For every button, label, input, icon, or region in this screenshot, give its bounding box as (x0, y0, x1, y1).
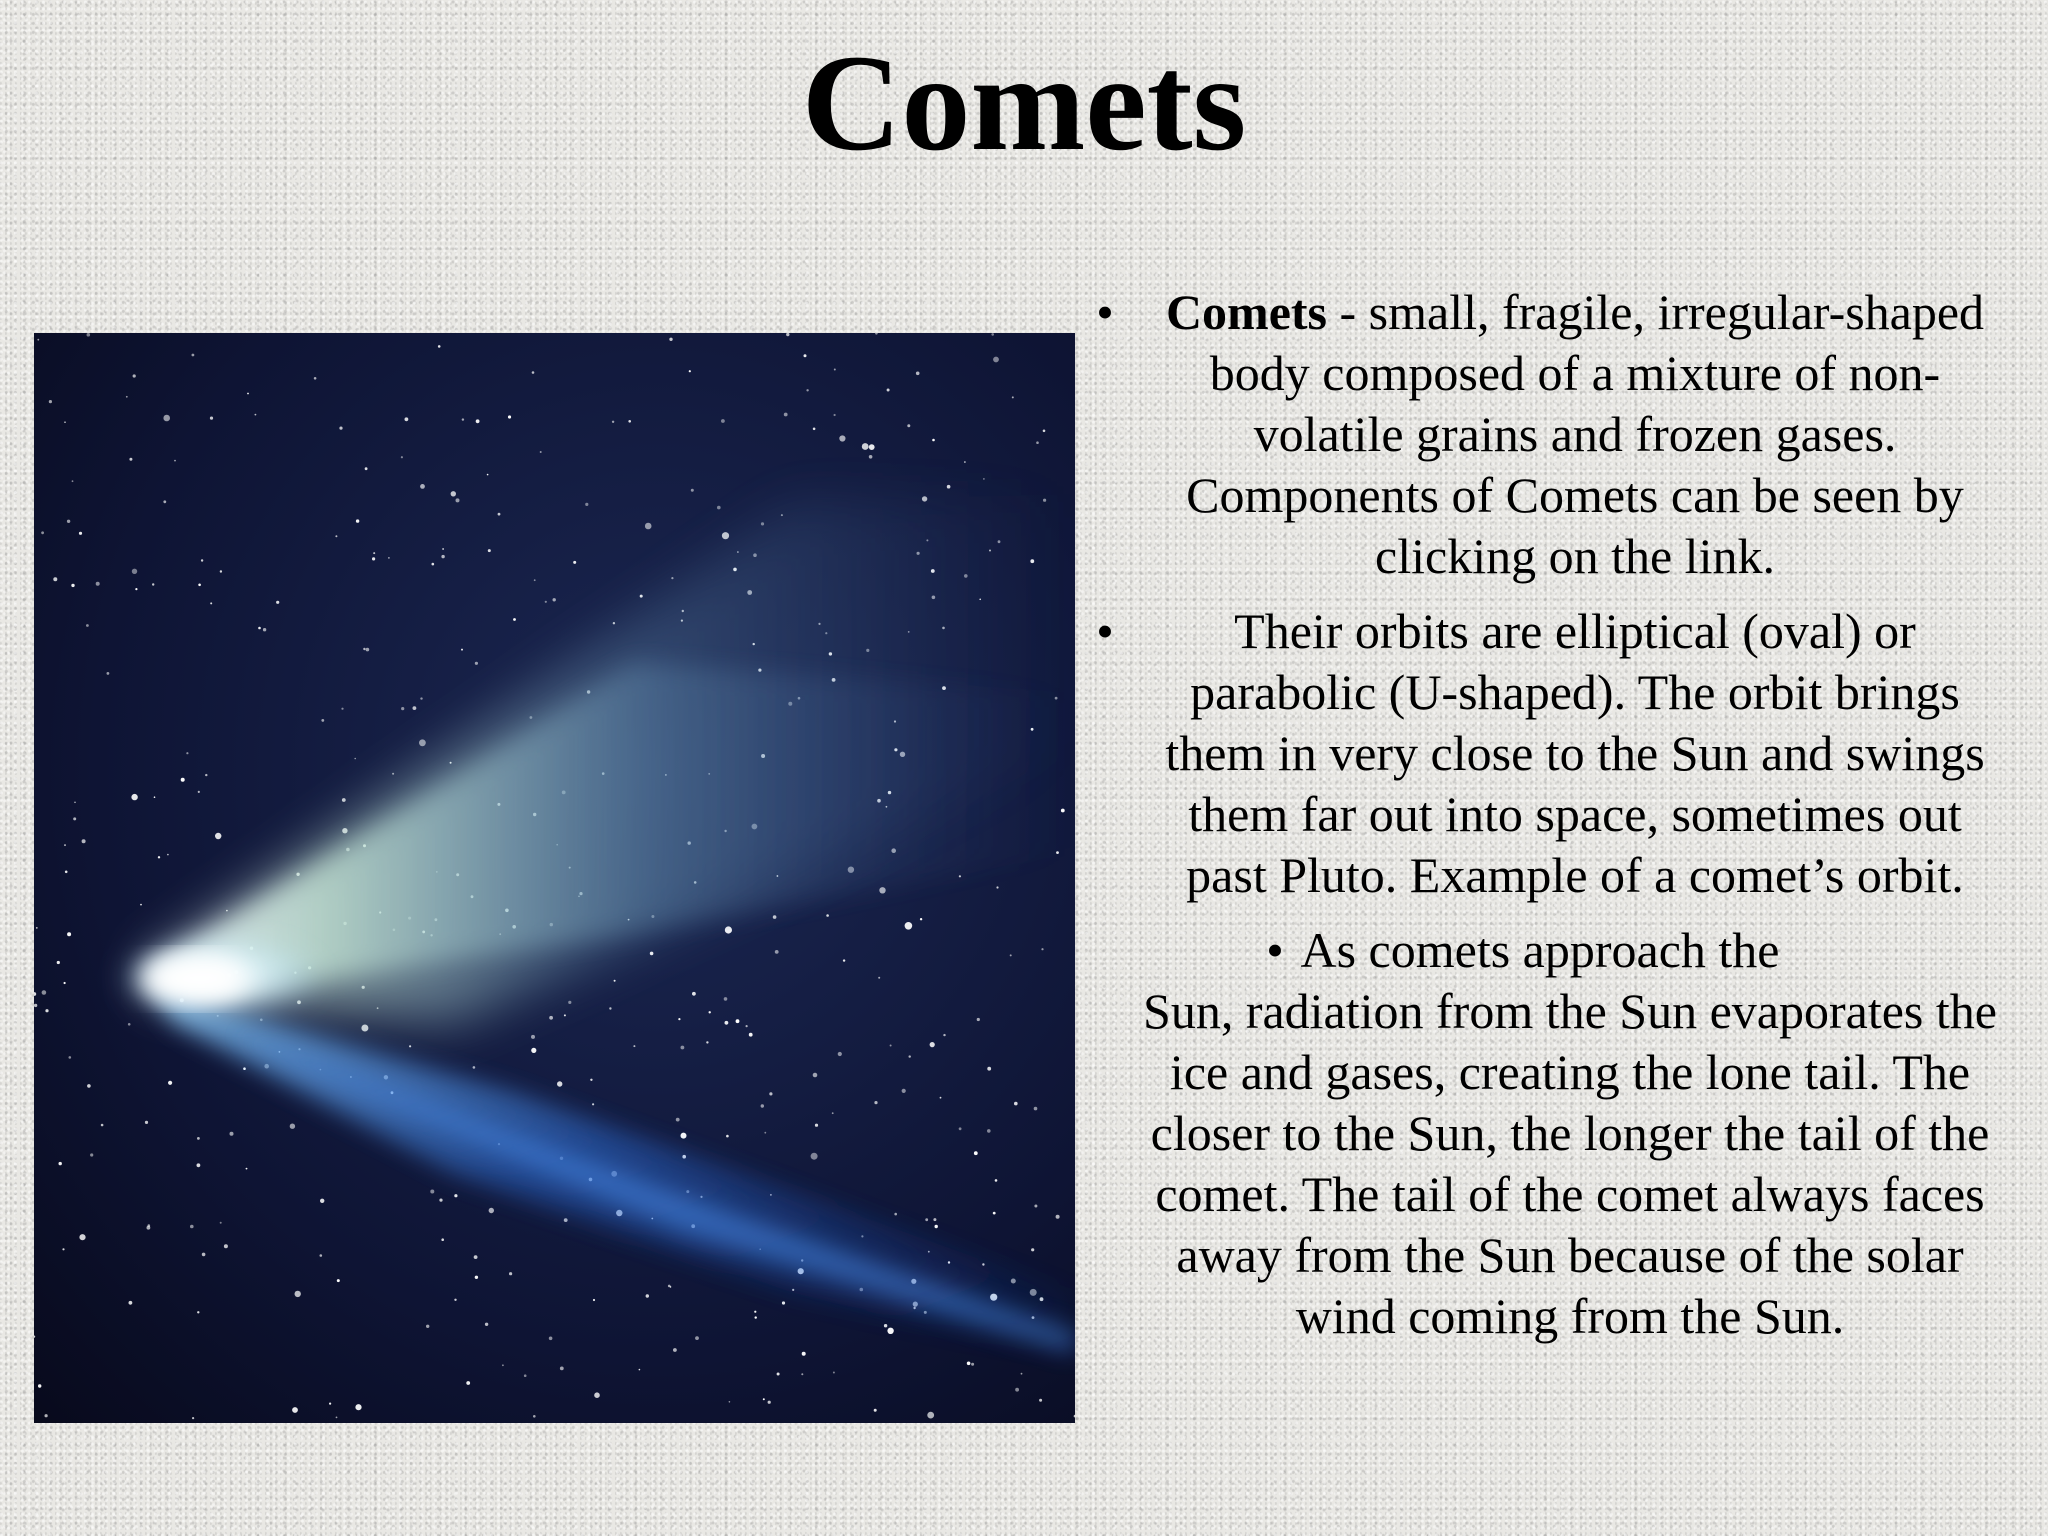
bullet-first-line (1135, 920, 2005, 981)
bullet-item-orbits (1085, 601, 2005, 906)
bullet-text: Sun, radiation from the Sun evaporates the ice and gases, creating the lone tail. The closer to the Sun, the longer the tail of the comet. The tail of the comet always faces away from the Sun because of the solar wind coming from the Sun. (1143, 983, 1997, 1344)
comet-photo (34, 333, 1075, 1423)
bullet-glyph: • (1096, 284, 1114, 340)
bullet-item-tail (1085, 920, 2005, 1347)
slide-title: Comets (801, 26, 1247, 179)
bullet-first-line-text: As comets approach the (1300, 922, 1780, 978)
bullet-glyph: • (1096, 603, 1114, 659)
bullet-text: Their orbits are elliptical (oval) or parabolic (U-shaped). The orbit brings them in very close to the Sun and swings them far out into space, sometimes out past Pluto. Example of a comet’s orbit. (1165, 603, 1985, 903)
bullet-item-comets-definition (1085, 282, 2005, 587)
bullet-glyph: • (1266, 922, 1284, 978)
bullet-list (1085, 282, 2005, 1361)
bullet-text: - small, fragile, irregular-shaped body composed of a mixture of non-volatile grains and frozen gases. Components of Comets can be seen by clicking on the link. (1186, 284, 1985, 584)
bullet-term: Comets (1165, 284, 1327, 340)
